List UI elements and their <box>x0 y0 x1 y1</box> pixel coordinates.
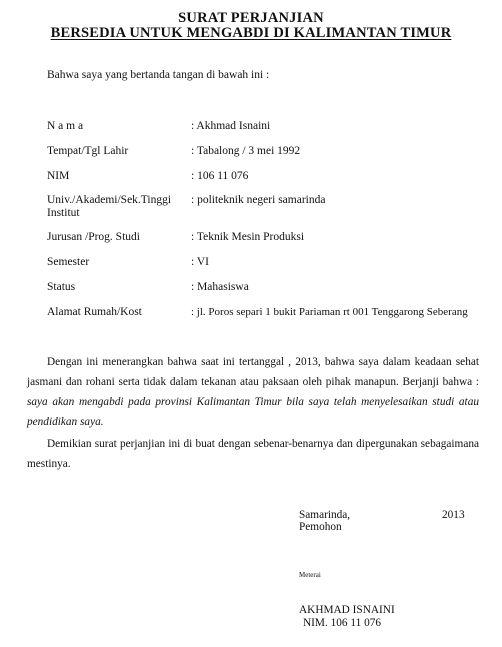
title-line-1: SURAT PERJANJIAN <box>178 10 324 26</box>
field-label-jurusan: Jurusan /Prog. Studi <box>47 231 140 243</box>
field-label-semester: Semester <box>47 256 90 268</box>
title-line-2: BERSEDIA UNTUK MENGABDI DI KALIMANTAN TIMUR <box>50 25 452 41</box>
stamp-label: Meterai <box>299 571 321 579</box>
statement-paragraph <box>27 352 479 432</box>
signature-city: Samarinda, <box>299 509 351 521</box>
field-value-status: : Mahasiswa <box>191 281 249 293</box>
field-value-institusi: : politeknik negeri samarinda <box>191 194 326 206</box>
field-label-status: Status <box>47 281 76 293</box>
field-label-nama: N a m a <box>47 120 84 132</box>
signature-role: Pemohon <box>299 521 342 533</box>
promise-text: saya akan mengabdi pada provinsi Kalimantan Timur bila saya telah menyelesaikan studi atau pendidikan saya. <box>27 396 479 428</box>
signatory-nim: NIM. 106 11 076 <box>303 617 382 629</box>
field-value-semester: : VI <box>191 256 209 268</box>
field-value-alamat: : jl. Poros separi 1 bukit Pariaman rt 001 Tenggarong Seberang <box>191 306 468 318</box>
statement-text: Dengan ini menerangkan bahwa saat ini tertanggal , 2013, bahwa saya dalam keadaan sehat jasmani dan rohani serta tidak dalam tekanan atau paksaan oleh pihak manapun. Berjanji bahwa : <box>27 356 479 388</box>
field-value-nama: : Akhmad Isnaini <box>191 120 271 132</box>
field-label-nim: NIM <box>47 170 70 182</box>
field-value-tempat-tgl-lahir: : Tabalong / 3 mei 1992 <box>191 145 301 157</box>
field-label-institusi: Univ./Akademi/Sek.Tinggi Institut <box>47 194 172 219</box>
signatory-name: AKHMAD ISNAINI <box>299 604 395 616</box>
closing-paragraph <box>27 434 479 474</box>
field-value-jurusan: : Teknik Mesin Produksi <box>191 231 305 243</box>
field-label-alamat: Alamat Rumah/Kost <box>47 306 142 318</box>
field-label-tempat-tgl-lahir: Tempat/Tgl Lahir <box>47 145 129 157</box>
signature-year: 2013 <box>442 509 465 521</box>
intro-text: Bahwa saya yang bertanda tangan di bawah ini : <box>47 69 270 81</box>
field-value-nim: : 106 11 076 <box>191 170 249 182</box>
closing-text: Demikian surat perjanjian ini di buat dengan sebenar-benarnya dan dipergunakan sebagaimana mestinya. <box>27 438 479 470</box>
